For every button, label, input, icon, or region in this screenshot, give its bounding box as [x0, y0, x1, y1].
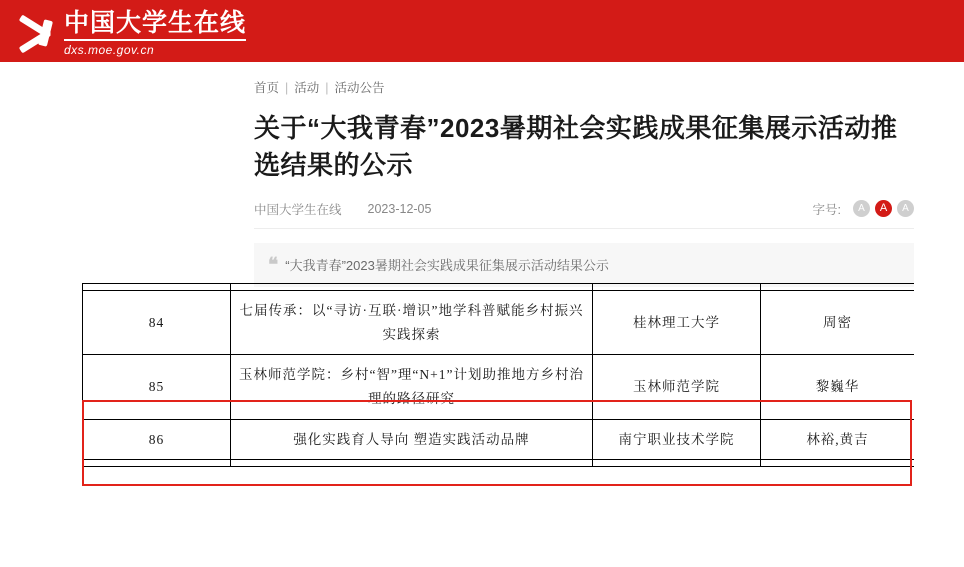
- fontsize-large-button[interactable]: A: [897, 200, 914, 217]
- table-cell-name: 七届传承：以“寻访·互联·增识”地学科普赋能乡村振兴实践探索: [231, 291, 593, 355]
- article-meta: [254, 200, 914, 229]
- breadcrumb: [254, 78, 914, 96]
- page-title: 关于“大我青春”2023暑期社会实践成果征集展示活动推选结果的公示: [254, 113, 898, 180]
- fontsize-control: [813, 200, 914, 218]
- article-meta-left: [254, 200, 431, 218]
- table-cell-leader: 黎巍华: [761, 355, 915, 419]
- table-cell-no: 85: [83, 355, 231, 419]
- site-header: [0, 0, 964, 62]
- results-table: [82, 283, 914, 467]
- table-cell-no: 86: [83, 419, 231, 460]
- star-person-logo-icon: [14, 14, 58, 54]
- article-date: 2023-12-05: [367, 201, 432, 216]
- table-cell-name: 玉林师范学院：乡村“智”理“N+1”计划助推地方乡村治理的路径研究: [231, 355, 593, 419]
- article-summary: [254, 243, 914, 287]
- logo-text: [64, 11, 246, 56]
- table-row-partial-bottom: [83, 460, 915, 467]
- quote-icon: ❝: [268, 254, 277, 276]
- fontsize-medium-button[interactable]: A: [875, 200, 892, 217]
- table-cell-leader: 林裕,黄吉: [761, 419, 915, 460]
- table-row: [83, 291, 915, 355]
- results-table-region: [82, 283, 914, 567]
- table-cell-name: 强化实践育人导向 塑造实践活动品牌: [231, 419, 593, 460]
- article-summary-text: “大我青春”2023暑期社会实践成果征集展示活动结果公示: [285, 257, 609, 273]
- fontsize-small-button[interactable]: A: [853, 200, 870, 217]
- breadcrumb-item-home[interactable]: 首页: [254, 81, 280, 95]
- table-cell-leader: 周密: [761, 291, 915, 355]
- table-cell-school: 桂林理工大学: [593, 291, 761, 355]
- breadcrumb-separator: |: [325, 81, 329, 95]
- logo-domain: dxs.moe.gov.cn: [64, 43, 155, 57]
- logo-title-cn: 中国大学生在线: [64, 11, 246, 41]
- table-row: [83, 355, 915, 419]
- table-cell-no: 84: [83, 291, 231, 355]
- site-logo[interactable]: [14, 11, 246, 56]
- breadcrumb-separator: |: [285, 81, 289, 95]
- table-row-partial-top: [83, 284, 915, 291]
- fontsize-label: 字号:: [812, 202, 841, 217]
- article-source: 中国大学生在线: [254, 202, 342, 217]
- article: [254, 78, 914, 287]
- table-cell-school: 南宁职业技术学院: [593, 419, 761, 460]
- breadcrumb-item-activity[interactable]: 活动: [294, 81, 320, 95]
- table-cell-school: 玉林师范学院: [593, 355, 761, 419]
- table-row: [83, 419, 915, 460]
- breadcrumb-item-announcement[interactable]: 活动公告: [334, 81, 385, 95]
